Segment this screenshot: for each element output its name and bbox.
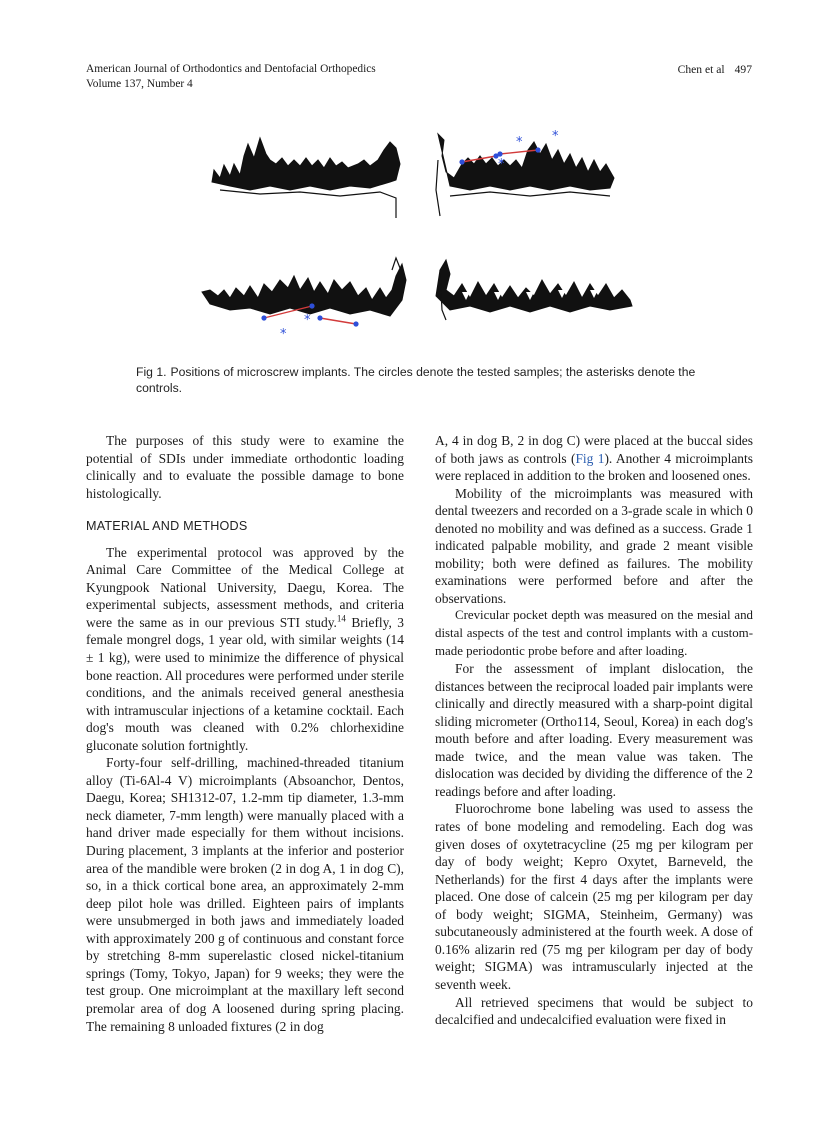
figure-1-dental-diagram — [200, 120, 640, 352]
paragraph-pocket-depth: Crevicular pocket depth was measured on the mesial and distal aspects of the test and control implants with a custom-made periodontic probe before and after loading. — [435, 608, 753, 658]
paragraph-dislocation: For the assessment of implant dislocation, the distances between the reciprocal loaded pair implants were clinically and directly measured with a sharp-point digital sliding micrometer (Ortho114, Seoul, Korea) in each dog's mouth before and after loading. Every measurement was made twice, and the mean value was taken. The dislocation was decided by dividing the difference of the 2 readings before and after loading. — [435, 661, 753, 799]
reference-14[interactable]: 14 — [336, 613, 346, 624]
controls-text-b: ). Another 4 microimplants were replaced in addition to the broken and loosened ones. — [435, 450, 753, 484]
protocol-text-a: The experimental protocol was approved by the Animal Care Committee of the Medical College at Kyungpook National University, Daegu, Korea. The experimental subjects, assessment methods, and criteria were the same as in our previous STI study. — [86, 544, 404, 630]
paragraph-purpose: The purposes of this study were to examine the potential of SDIs under immediate orthodontic loading clinically and to evaluate the possible damage to bone histologically. — [86, 433, 404, 501]
upper-left-jaw — [436, 134, 614, 216]
jaw-diagrams — [200, 120, 640, 352]
figure-label: Fig 1. — [136, 365, 167, 379]
figure-caption — [136, 364, 726, 396]
left-column — [86, 432, 404, 1035]
section-heading-methods: MATERIAL AND METHODS — [86, 519, 248, 534]
paragraph-protocol — [86, 544, 404, 755]
svg-text:*: * — [304, 313, 311, 328]
paragraph-fluorochrome: Fluorochrome bone labeling was used to assess the rates of bone modeling and remodeling. Each dog was given doses of oxytetracycline (25 mg per kilogram per day of body weight; Kepro Oxytet, Barneveld, the Netherlands) for the first 4 days after the implants were placed. One dose of calcein (25 mg per kilogram per day of body weight; SIGMA, Steinheim, Germany) was subcutaneously administered at the fourth week. A dose of 0.16% alizarin red (75 mg per kilogram per day of body weight; SIGMA) was intramuscularly injected at the seventh week. — [435, 801, 753, 992]
running-header-right — [678, 62, 752, 77]
svg-text:*: * — [516, 135, 523, 150]
header-authors: Chen et al — [677, 63, 725, 76]
paragraph-specimens: All retrieved specimens that would be subject to decalcified and undecalcified evaluation were fixed in — [435, 994, 753, 1028]
journal-title: American Journal of Orthodontics and Dentofacial Orthopedics — [86, 63, 376, 75]
protocol-text-b: Briefly, 3 female mongrel dogs, 1 year old, with similar weights (14 ± 1 kg), were used to minimize the difference of physical bone reaction. All procedures were performed under sterile conditions, and the animals received general anesthesia with intramuscular injections of a ketamine cocktail. Each dog's mouth was cleaned with 0.2% chlorhexidine gluconate solution fortnightly. — [86, 614, 404, 753]
svg-text:*: * — [498, 157, 505, 172]
upper-right-jaw — [212, 138, 400, 218]
figure-1-link[interactable]: Fig 1 — [575, 450, 605, 466]
svg-text:*: * — [552, 129, 559, 144]
running-header-journal — [86, 62, 376, 92]
right-column — [435, 432, 753, 1029]
paragraph-controls — [435, 432, 753, 485]
lower-left-jaw — [436, 260, 632, 320]
paragraph-implants: Forty-four self-drilling, machined-threaded titanium alloy (Ti-6Al-4 V) microimplants (Absoanchor, Dentos, Daegu, Korea; SH1312-07, 1.2-mm tip diameter, 1.3-mm neck diameter, 7-mm length) were manually placed with a hand driver made especially for them without incisions. During placement, 3 implants at the inferior and posterior area of the mandible were broken (2 in dog A, 1 in dog C), so, in a thick cortical bone area, an approximately 2-mm deep pilot hole was drilled. Eighteen pairs of implants were unsubmerged in both jaws and immediately loaded with approximately 200 g of continuous and constant force by stretching 8-mm superelastic closed nickel-titanium springs (Tomy, Tokyo, Japan) for 9 weeks; they were the test group. One microimplant at the maxillary left second premolar area of dog A loosened during spring placing. The remaining 8 unloaded fixtures (2 in dog — [86, 755, 404, 1034]
journal-volume: Volume 137, Number 4 — [86, 78, 193, 90]
svg-text:*: * — [280, 327, 287, 342]
paragraph-mobility: Mobility of the microimplants was measured with dental tweezers and recorded on a 3-grade scale in which 0 denoted no mobility and was defined as a success. Grade 1 indicated palpable mobility, and grade 2 meant visible mobility; both were defined as failures. The mobility examinations were performed before and after the observations. — [435, 485, 753, 606]
controls-text-a: A, 4 in dog B, 2 in dog C) were placed at the buccal sides of both jaws as controls ( — [435, 433, 753, 466]
page-number: 497 — [734, 63, 752, 76]
figure-caption-text: Positions of microscrew implants. The circles denote the tested samples; the asterisks denote the controls. — [136, 365, 696, 395]
